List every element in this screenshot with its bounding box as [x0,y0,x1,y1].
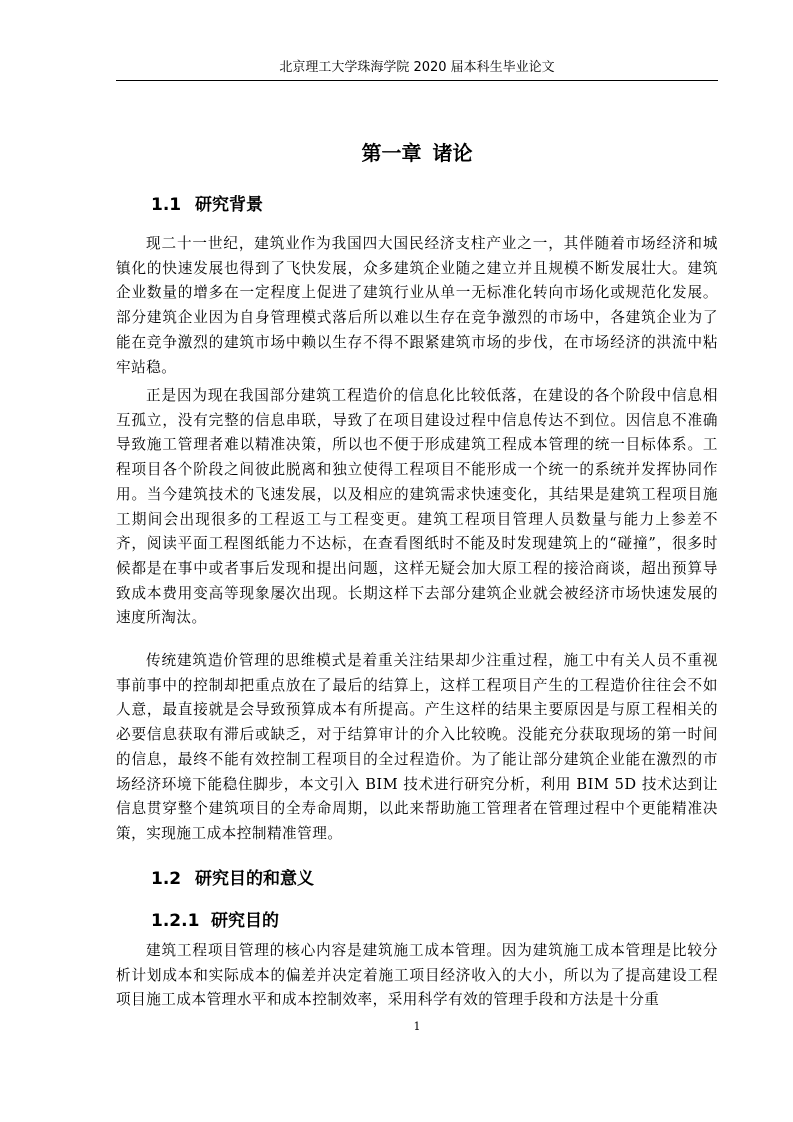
running-header: 北京理工大学珠海学院 2020 届本科生毕业论文 [279,60,555,75]
section-heading-1-2-1 [151,910,279,932]
section-number: 1.1 [151,195,182,215]
body-paragraph-3: 传统建筑造价管理的思维模式是着重关注结果却少注重过程，施工中有关人员不重视事前事中的控制却把重点放在了最后的结算上，这样工程项目产生的工程造价往往会不如人意，最直接就是会导致预算成本有所提高。产生这样的结果主要原因是与原工程相关的必要信息获取有滞后或缺乏，对于结算审计的介入比较晚。没能充分获取现场的第一时间的信息，最终不能有效控制工程项目的全过程造价。为了能让部分建筑企业能在激烈的市场经济环境下能稳住脚步，本文引入 BIM 技术进行研究分析，利用 BIM 5D 技术达到让信息贯穿整个建筑项目的全寿命周期，以此来帮助施工管理者在管理过程中个更能精准决策，实现施工成本控制精准管理。 [116,652,718,842]
section-heading-1-1 [151,194,263,216]
section-title: 研究目的和意义 [195,869,314,889]
body-paragraph-2: 正是因为现在我国部分建筑工程造价的信息化比较低落，在建设的各个阶段中信息相互孤立，没有完整的信息串联，导致了在项目建设过程中信息传达不到位。因信息不准确导致施工管理者难以精准决策，所以也不便于形成建筑工程成本管理的统一目标体系。工程项目各个阶段之间彼此脱离和独立使得工程项目不能形成一个统一的系统并发挥协同作用。当今建筑技术的飞速发展，以及相应的建筑需求快速变化，其结果是建筑工程项目施工期间会出现很多的工程返工与工程变更。建筑工程项目管理人员数量与能力上参差不齐，阅读平面工程图纸能力不达标，在查看图纸时不能及时发现建筑上的“碰撞”，很多时候都是在事中或者事后发现和提出问题，这样无疑会加大原工程的接洽商谈，超出预算导致成本费用变高等现象屡次出现。长期这样下去部分建筑企业就会被经济市场快速发展的速度所淘汰。 [116,387,718,627]
section-heading-1-2 [151,868,314,890]
chapter-title: 第一章 诸论 [361,141,473,165]
section-number: 1.2 [151,869,182,889]
body-paragraph-4: 建筑工程项目管理的核心内容是建筑施工成本管理。因为建筑施工成本管理是比较分析计划成本和实际成本的偏差并决定着施工项目经济收入的大小，所以为了提高建设工程项目施工成本管理水平和成本控制效率，采用科学有效的管理手段和方法是十分重 [116,942,718,1009]
section-title: 研究背景 [195,195,263,215]
header-rule [116,80,718,81]
section-number: 1.2.1 [151,911,200,931]
page-number: 1 [413,1020,421,1033]
body-paragraph-1: 现二十一世纪，建筑业作为我国四大国民经济支柱产业之一，其伴随着市场经济和城镇化的快速发展也得到了飞快发展，众多建筑企业随之建立并且规模不断发展壮大。建筑企业数量的增多在一定程度上促进了建筑行业从单一无标准化转向市场化或规范化发展。部分建筑企业因为自身管理模式落后所以难以生存在竞争激烈的市场中，各建筑企业为了能在竞争激烈的建筑市场中赖以生存不得不跟紧建筑市场的步伐，在市场经济的洪流中粘牢站稳。 [116,235,718,376]
section-title: 研究目的 [211,911,279,931]
